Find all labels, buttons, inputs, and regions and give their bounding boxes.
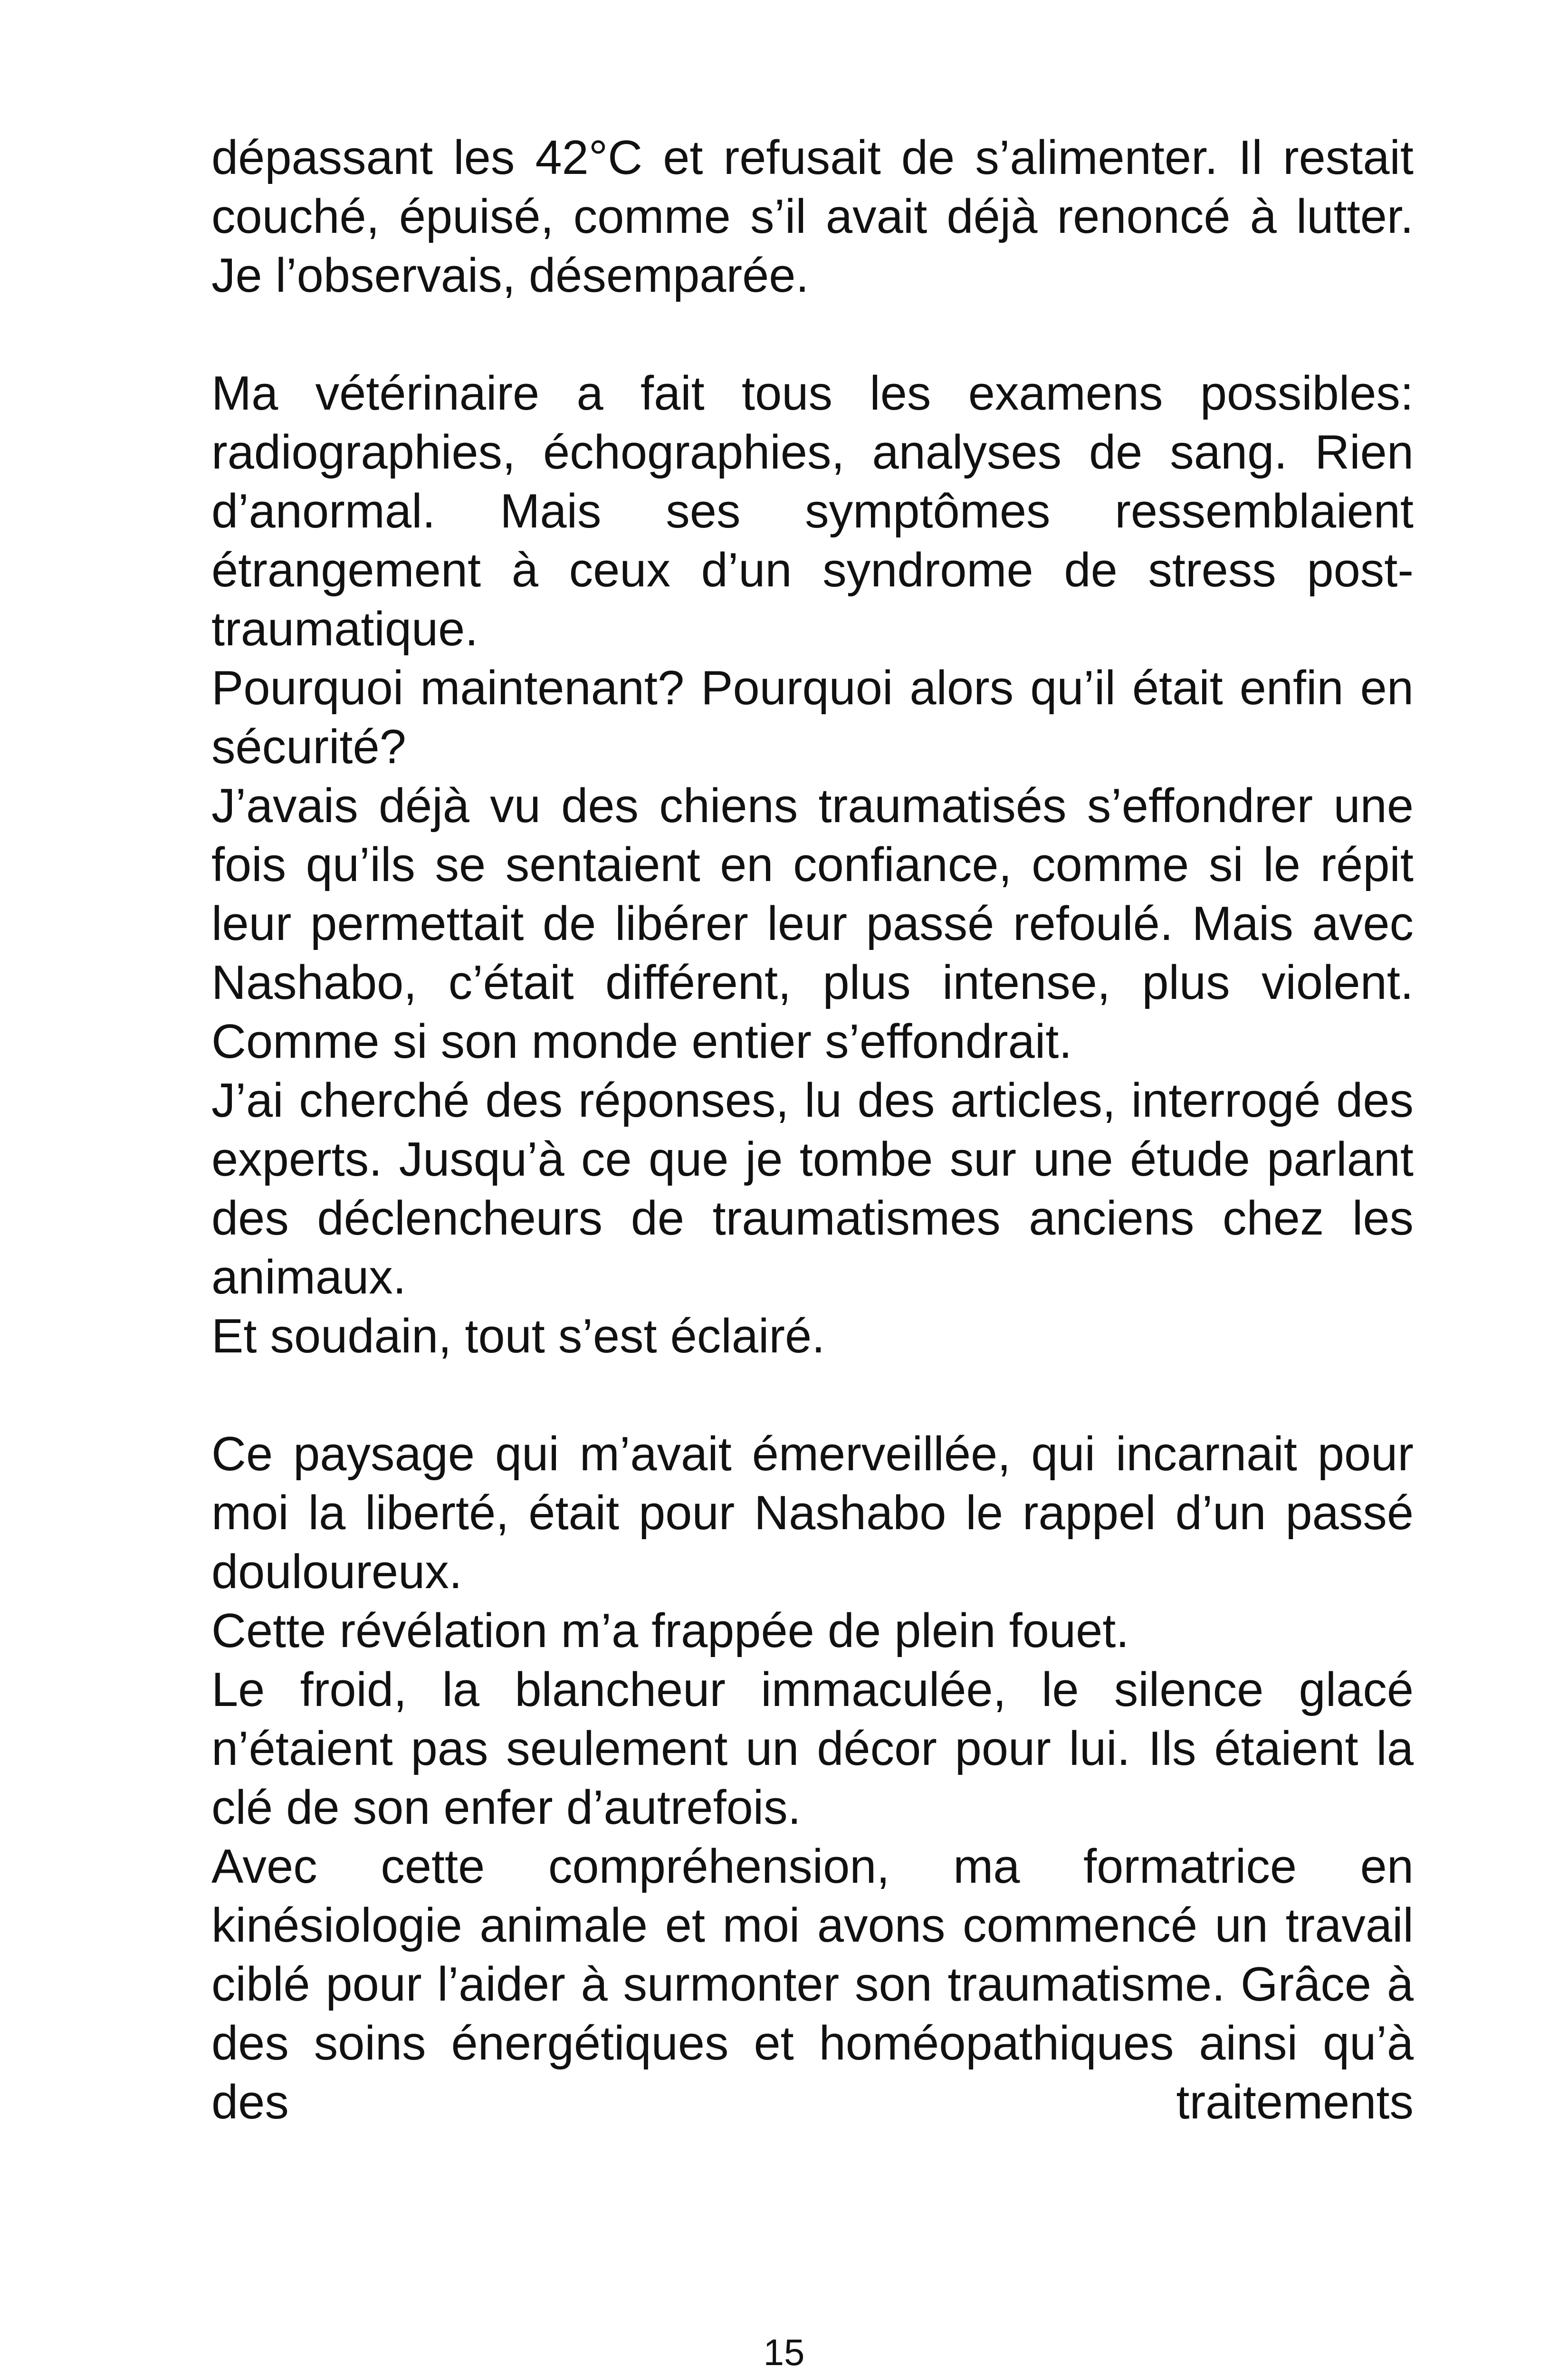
page-number: 15: [763, 2331, 805, 2373]
paragraph-spacer: [211, 1366, 1414, 1425]
body-text: [211, 128, 1414, 2132]
paragraph-spacer: [211, 305, 1414, 364]
paragraph-research: J’ai cherché des réponses, lu des articles, interrogé des experts. Jusqu’à ce que je tombe sur une étude parlant des déclencheurs de traumatismes anciens chez les animaux.: [211, 1074, 1414, 1304]
paragraph-kinesiology: Avec cette compréhension, ma formatrice en kinésiologie animale et moi avons commencé un travail ciblé pour l’aider à surmonter son traumatisme. Grâce à des soins énergétiques et homéopathiques ainsi qu’à des traitements: [211, 1840, 1414, 2129]
paragraph-traumatized-dogs: J’avais déjà vu des chiens traumatisés s’effondrer une fois qu’ils se sentaient en confiance, comme si le répit leur permettait de libérer leur passé refoulé. Mais avec Nashabo, c’était différent, plus intense, plus violent. Comme si son monde entier s’effondrait.: [211, 779, 1414, 1068]
paragraph-landscape: Ce paysage qui m’avait émerveillée, qui incarnait pour moi la liberté, était pour Nashabo le rappel d’un passé douloureux.: [211, 1428, 1414, 1599]
paragraph-cold-silence: Le froid, la blancheur immaculée, le silence glacé n’étaient pas seulement un décor pour lui. Ils étaient la clé de son enfer d’autrefois.: [211, 1663, 1414, 1834]
paragraph-vet-exams: Ma vétérinaire a fait tous les examens possibles: radiographies, échographies, analyses de sang. Rien d’anormal. Mais ses symptômes ressemblaient étrangement à ceux d’un syndrome de stress post-traumatique.: [211, 367, 1414, 656]
paragraph-realization: Et soudain, tout s’est éclairé.: [211, 1310, 825, 1363]
paragraph-revelation: Cette révélation m’a frappée de plein fouet.: [211, 1604, 1129, 1657]
paragraph-fever: dépassant les 42°C et refusait de s’alimenter. Il restait couché, épuisé, comme s’il avait déjà renoncé à lutter. Je l’observais, désemparée.: [211, 131, 1414, 302]
paragraph-why-now: Pourquoi maintenant? Pourquoi alors qu’il était enfin en sécurité?: [211, 661, 1414, 774]
